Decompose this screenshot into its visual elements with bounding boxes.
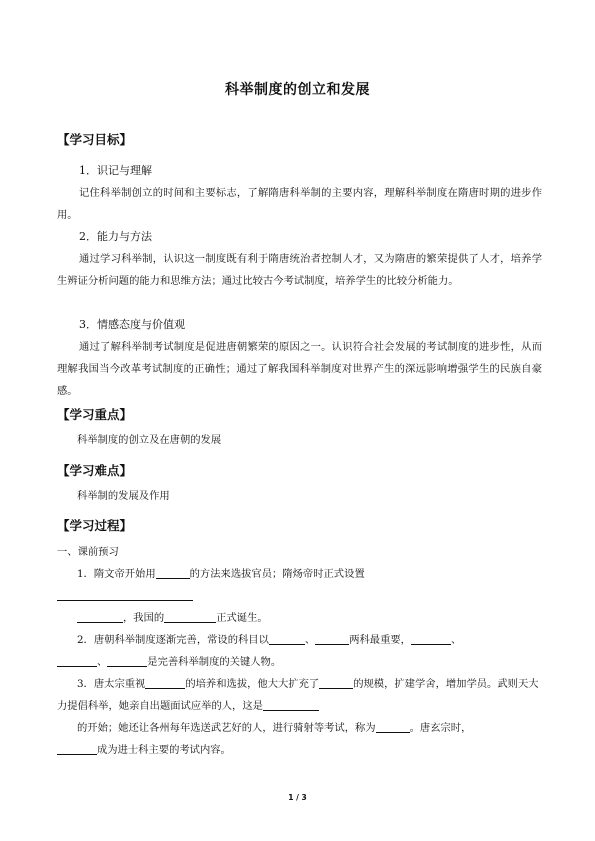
objectives-heading: 【学习目标】	[57, 132, 133, 147]
question-1-line-3	[57, 607, 542, 629]
process-section	[57, 516, 542, 534]
question-2-text-d: 、	[450, 634, 462, 646]
question-1-line-1	[57, 563, 542, 585]
objective-1	[57, 160, 542, 226]
question-1-text-d: 正式诞生。	[216, 612, 268, 624]
question-3-text-f: 成为进士科主要的考试内容。	[97, 744, 231, 756]
question-1-blank-1[interactable]	[156, 566, 190, 579]
objective-3	[57, 314, 542, 402]
objective-2	[57, 226, 542, 292]
question-3-blank-4[interactable]	[376, 720, 410, 733]
question-2-line-2	[57, 651, 542, 673]
key-points-text: 科举制度的创立及在唐朝的发展	[77, 434, 222, 446]
question-1-blank-4[interactable]	[164, 610, 216, 623]
question-2-text-c: 两科最重要，	[349, 634, 411, 646]
question-1-text-c: ，我国的	[123, 612, 165, 624]
question-1-blank-3[interactable]	[77, 610, 123, 623]
objective-3-text: 通过了解科举制考试制度是促进唐朝繁荣的原因之一。认识符合社会发展的考试制度的进步性，从而理解我国当今改革考试制度的正确性；通过了解我国科举制度对世界产生的深远影响增强学生的民族自豪感。	[57, 341, 542, 397]
question-3-blank-3[interactable]	[263, 698, 319, 711]
objective-1-label: 1．识记与理解	[79, 164, 152, 177]
objective-2-text: 通过学习科举制，认识这一制度既有利于隋唐统治者控制人才，又为隋唐的繁荣提供了人才，培养学生辨证分析问题的能力和思维方法；通过比较古今考试制度，培养学生的比较分析能力。	[57, 253, 542, 287]
objective-3-label: 3．情感态度与价值观	[79, 318, 185, 331]
question-3-text-c: 的规模，扩建学舍，增加学员。武则天大力提倡科举，她亲自出题面试应举的人，这是	[57, 678, 539, 712]
question-3-blank-2[interactable]	[319, 676, 353, 689]
question-1-text-a: 1．隋文帝开始用	[77, 568, 156, 580]
question-3-text-e: 。唐玄宗时，	[409, 722, 472, 734]
question-2-text-e: 、	[97, 656, 108, 668]
key-points-heading: 【学习重点】	[57, 407, 133, 422]
question-2-blank-1[interactable]	[269, 632, 305, 645]
question-2-blank-4[interactable]	[57, 654, 97, 667]
question-3-line-4	[57, 739, 542, 761]
difficulties-heading: 【学习难点】	[57, 463, 133, 478]
question-2-text-b: 、	[304, 634, 316, 646]
preview-part-label: 一、课前预习	[57, 546, 119, 558]
question-1-line-2	[57, 585, 542, 607]
question-2-blank-5[interactable]	[107, 654, 147, 667]
question-3-paragraph	[57, 673, 542, 717]
document-title: 科举制度的创立和发展	[225, 82, 370, 98]
page-number: 1 / 3	[288, 793, 307, 802]
question-2-text-f: 是完善科举制度的关键人物。	[147, 656, 282, 668]
difficulties-text: 科举制的发展及作用	[77, 490, 170, 502]
process-heading: 【学习过程】	[57, 518, 133, 533]
objectives-section	[57, 130, 542, 148]
question-1-text-b: 的方法来选拔官员；隋炀帝时正式设置	[189, 568, 365, 580]
question-2-blank-3[interactable]	[411, 632, 451, 645]
question-3-text-a: 3．唐太宗重视	[77, 678, 146, 690]
key-points-section	[57, 405, 542, 451]
question-3-text-d: 的开始；她还让各州每年选送武艺好的人，进行骑射等考试，称为	[77, 722, 376, 734]
objective-1-text: 记住科举制创立的时间和主要标志，了解隋唐科举制的主要内容，理解科举制度在隋唐时期的进步作用。	[57, 187, 542, 221]
question-1-blank-2[interactable]	[57, 588, 193, 601]
preview-part	[57, 541, 542, 761]
question-2-line-1	[57, 629, 542, 651]
question-3-blank-5[interactable]	[57, 742, 97, 755]
difficulties-section	[57, 461, 542, 507]
objective-2-label: 2．能力与方法	[79, 230, 152, 243]
question-3-blank-1[interactable]	[145, 676, 185, 689]
question-3-line-3	[57, 717, 542, 739]
question-2-text-a: 2．唐朝科举制度逐渐完善，常设的科目以	[77, 634, 269, 646]
question-2-blank-2[interactable]	[315, 632, 349, 645]
question-3-text-b: 的培养和选拔，他大大扩充了	[185, 678, 320, 690]
